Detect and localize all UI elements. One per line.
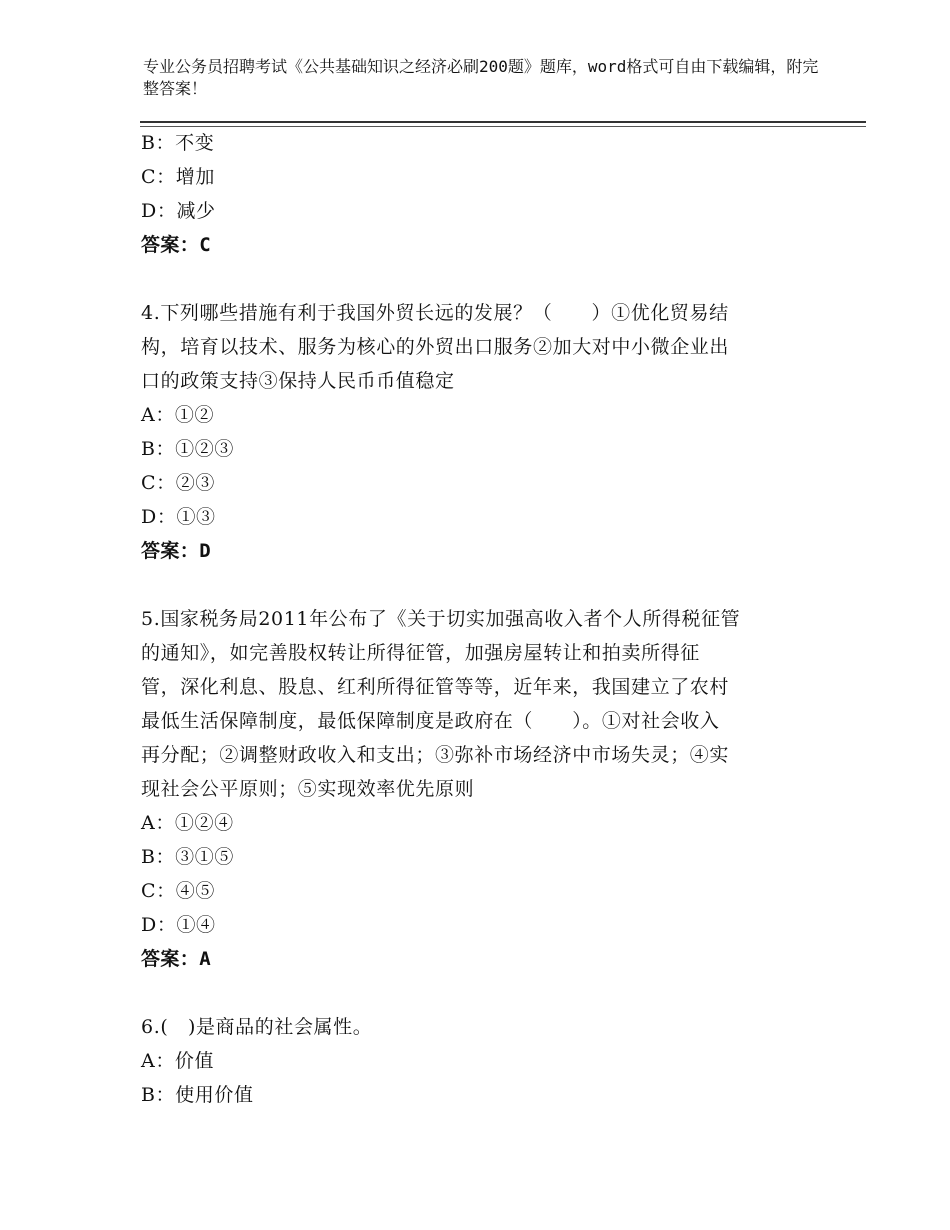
option-text: 不变: [175, 132, 215, 154]
option-label: C：: [141, 472, 176, 494]
question-text-line: 的通知》，如完善股权转让所得征管，加强房屋转让和拍卖所得征: [141, 642, 700, 664]
document-header: 专业公务员招聘考试《公共基础知识之经济必刷200题》题库，word格式可自由下载编辑，附完整答案！: [143, 57, 819, 98]
option-d: [141, 908, 811, 942]
spacer: [141, 568, 811, 602]
option-label: A：: [141, 1050, 175, 1072]
option-label: C：: [141, 166, 176, 188]
option-text: ①③: [176, 506, 216, 528]
option-text: ①②: [174, 404, 215, 426]
option-text: 使用价值: [175, 1084, 254, 1106]
option-label: D：: [141, 506, 177, 528]
spacer: [141, 976, 811, 1010]
question-text-line: 4.下列哪些措施有利于我国外贸长远的发展？（ ）①优化贸易结: [141, 302, 729, 324]
spacer: [141, 262, 811, 296]
option-a: [141, 806, 811, 840]
answer-line: 答案：A: [141, 948, 212, 970]
answer-line: 答案：D: [141, 540, 212, 562]
option-label: C：: [141, 880, 176, 902]
question-text-line: 再分配；②调整财政收入和支出；③弥补市场经济中市场失灵；④实: [141, 744, 730, 766]
option-d: [141, 194, 811, 228]
question-text-line: 5.国家税务局2011年公布了《关于切实加强高收入者个人所得税征管: [141, 608, 741, 630]
option-b: [141, 126, 811, 160]
option-label: A：: [141, 812, 175, 834]
option-text: 价值: [174, 1050, 215, 1072]
header-divider-thick: [140, 121, 866, 123]
option-text: ③①⑤: [175, 846, 234, 868]
option-b: [141, 432, 811, 466]
question-text-line: 构，培育以技术、服务为核心的外贸出口服务②加大对中小微企业出: [141, 336, 730, 358]
option-a: [141, 1044, 811, 1078]
option-text: ④⑤: [175, 880, 215, 902]
question-6: [141, 1010, 811, 1112]
option-label: B：: [141, 846, 176, 868]
option-a: [141, 398, 811, 432]
question-text-line: 6.( )是商品的社会属性。: [141, 1016, 373, 1038]
option-text: ①②④: [174, 812, 234, 834]
question-text-line: 口的政策支持③保持人民币币值稳定: [141, 370, 455, 392]
option-text: 增加: [175, 166, 215, 188]
question-content: [141, 126, 811, 1112]
option-label: B：: [141, 132, 176, 154]
option-label: B：: [141, 1084, 176, 1106]
question-text-line: 最低生活保障制度，最低保障制度是政府在（ ）。①对社会收入: [141, 710, 720, 732]
option-text: ①④: [176, 914, 216, 936]
option-b: [141, 840, 811, 874]
question-5: [141, 602, 811, 976]
question-text-line: 现社会公平原则；⑤实现效率优先原则: [141, 778, 475, 800]
option-c: [141, 466, 811, 500]
option-c: [141, 160, 811, 194]
question-3-continued: [141, 126, 811, 262]
option-text: ①②③: [175, 438, 234, 460]
option-label: A：: [141, 404, 175, 426]
option-text: 减少: [176, 200, 216, 222]
option-b: [141, 1078, 811, 1112]
option-label: D：: [141, 914, 177, 936]
answer-line: 答案：C: [141, 234, 212, 256]
option-text: ②③: [175, 472, 215, 494]
option-d: [141, 500, 811, 534]
option-label: B：: [141, 438, 176, 460]
option-label: D：: [141, 200, 177, 222]
question-4: [141, 296, 811, 568]
question-text-line: 管，深化利息、股息、红利所得征管等等，近年来，我国建立了农村: [141, 676, 730, 698]
option-c: [141, 874, 811, 908]
